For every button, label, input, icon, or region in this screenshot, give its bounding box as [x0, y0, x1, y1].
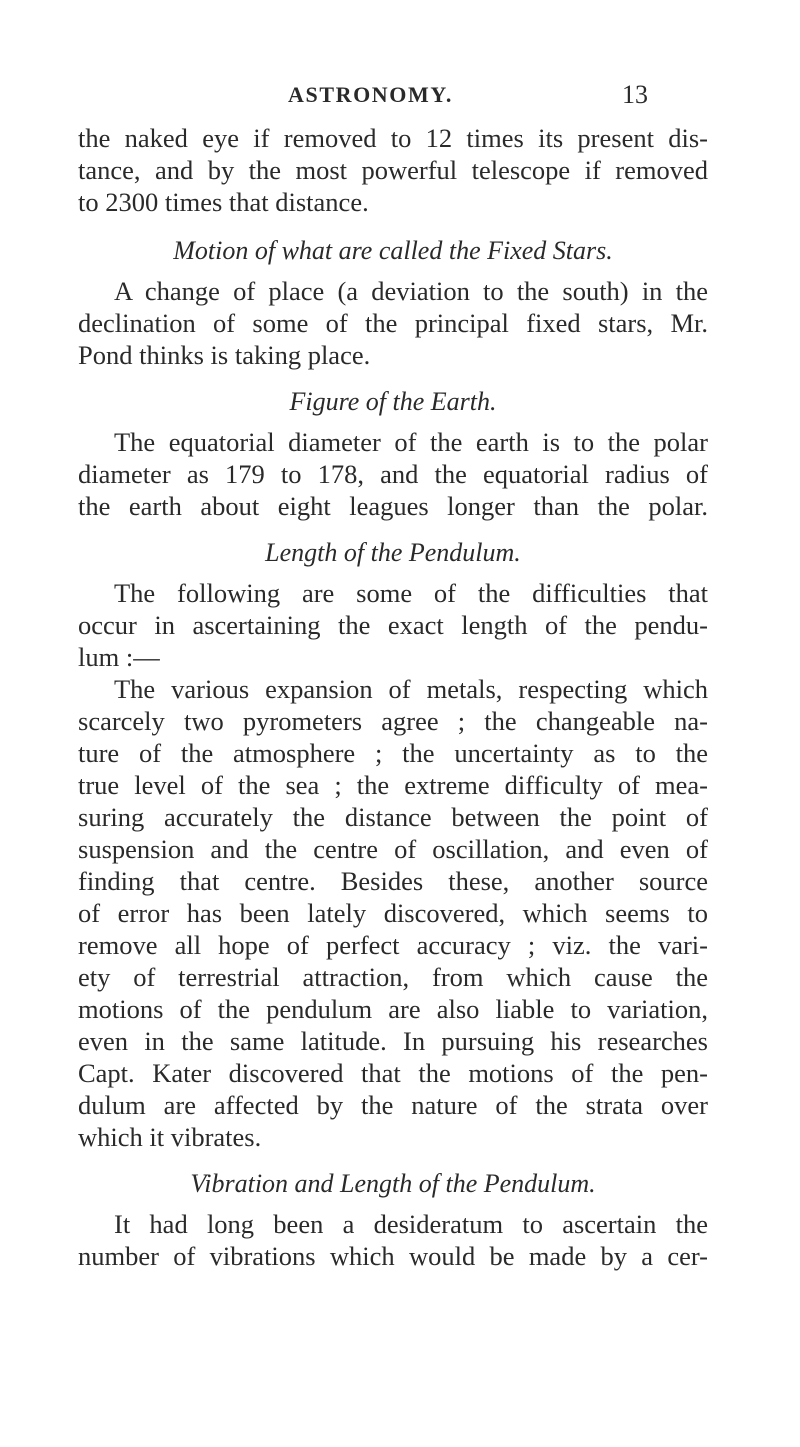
intro-paragraph	[78, 122, 708, 218]
text-line: Capt. Kater discovered that the motions of the pen-	[78, 1058, 708, 1088]
text-line: to 2300 times that distance.	[78, 187, 369, 217]
text-line: of error has been lately discovered, which seems to	[78, 898, 708, 928]
section-heading: Figure of the Earth.	[289, 387, 497, 416]
text-line: suspension and the centre of oscillation, and even of	[78, 834, 708, 864]
running-title: ASTRONOMY.	[288, 82, 453, 107]
section-fixed-stars	[78, 234, 708, 371]
text-line: The various expansion of metals, respecting which	[114, 674, 708, 704]
page-number: 13	[622, 80, 648, 109]
text-line: true level of the sea ; the extreme difficulty of mea-	[78, 770, 708, 800]
section-heading: Motion of what are called the Fixed Stars.	[173, 236, 613, 265]
text-line: diameter as 179 to 178, and the equatorial radius of	[78, 459, 708, 489]
text-line: occur in ascertaining the exact length of the pendu-	[78, 610, 708, 640]
text-line: It had long been a desideratum to ascertain the	[114, 1209, 708, 1239]
text-line: motions of the pendulum are also liable to variation,	[78, 994, 708, 1024]
text-line: which it vibrates.	[78, 1122, 262, 1152]
section-heading: Vibration and Length of the Pendulum.	[190, 1169, 596, 1198]
text-line: scarcely two pyrometers agree ; the changeable na-	[78, 706, 708, 736]
text-line: The equatorial diameter of the earth is to the polar	[114, 427, 708, 457]
running-head	[288, 82, 648, 116]
text-block	[78, 122, 708, 1272]
text-line: Pond thinks is taking place.	[78, 340, 371, 370]
text-line: dulum are affected by the nature of the strata over	[78, 1090, 708, 1120]
text-line: A change of place (a deviation to the south) in the	[114, 276, 708, 306]
text-line: suring accurately the distance between the point of	[78, 802, 708, 832]
section-figure-of-earth	[78, 385, 708, 522]
section-heading: Length of the Pendulum.	[265, 538, 521, 567]
section-length-of-pendulum	[78, 536, 708, 1153]
section-vibration-of-pendulum	[78, 1167, 708, 1272]
text-line: The following are some of the difficulties that	[114, 578, 708, 608]
text-line: remove all hope of perfect accuracy ; viz. the vari-	[78, 930, 708, 960]
text-line: the earth about eight leagues longer than the polar.	[78, 491, 708, 521]
text-line: the naked eye if removed to 12 times its present dis-	[78, 123, 708, 153]
text-line: number of vibrations which would be made by a cer-	[78, 1241, 708, 1271]
text-line: tance, and by the most powerful telescope if removed	[78, 155, 708, 185]
text-line: ety of terrestrial attraction, from which cause the	[78, 962, 708, 992]
text-line: even in the same latitude. In pursuing his researches	[78, 1026, 708, 1056]
text-line: declination of some of the principal fixed stars, Mr.	[78, 308, 708, 338]
text-line: finding that centre. Besides these, another source	[78, 866, 708, 896]
text-line: ture of the atmosphere ; the uncertainty as to the	[78, 738, 708, 768]
text-line: lum :—	[78, 642, 160, 672]
